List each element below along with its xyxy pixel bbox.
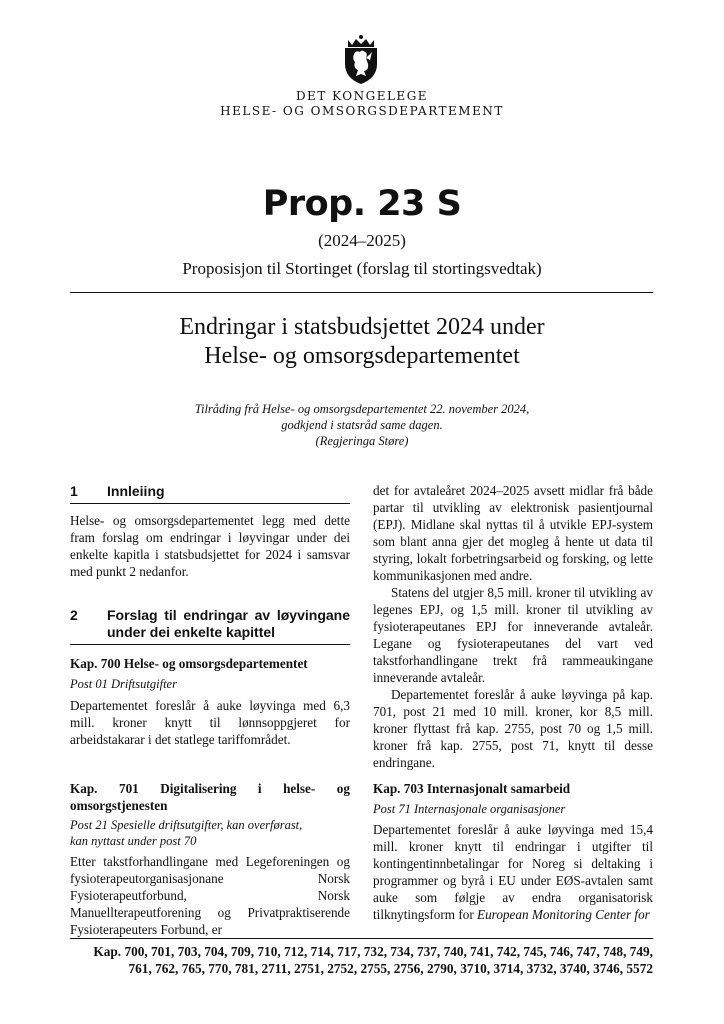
kap-703-text-italic: European Monitoring Center for bbox=[477, 907, 650, 922]
section-1 bbox=[70, 483, 350, 580]
section-2-heading bbox=[70, 607, 350, 645]
section-title: Forslag til endringar av løyvingane under dei enkelte kapittel bbox=[107, 607, 350, 640]
paragraph-epj: det for avtaleåret 2024–2025 avsett midlar frå både partar til utvikling av elektronisk pasientjournal (EPJ). Midlane skal nyttas til å utvikle EPJ-system som blant anna gjer det mogleg å hente ut data til styring, lokalt forbetringsarbeid og forsking, og lette kommunikasjonen med andre. bbox=[373, 483, 653, 583]
section-1-heading bbox=[70, 483, 350, 504]
proposition-number: Prop. 23 S bbox=[262, 184, 462, 224]
kap-701-continued bbox=[373, 482, 653, 771]
paragraph-state-share: Statens del utgjer 8,5 mill. kroner til utvikling av legenes EPJ, og 1,5 mill. kroner til utvikling av fysioterapeutanes EPJ for inneverande avtaleår. Legane og fysioterapeutanes del vart ved takstforhandlingane trekt frå rammeaukingane inneverande avtaleår. bbox=[373, 585, 653, 685]
proposition-subtitle: Proposisjon til Stortinget (forslag til stortingsvedtak) bbox=[182, 259, 542, 278]
recommendation-line2: godkjend i statsråd same dagen. bbox=[281, 418, 443, 432]
kap-700-block bbox=[70, 655, 350, 748]
kap-700-heading: Kap. 700 Helse- og omsorgsdepartementet bbox=[70, 656, 308, 671]
kap-701-heading: Kap. 701 Digitalisering i helse- og omsorgstjenesten bbox=[70, 781, 350, 813]
kap-701-post-line2: kan nyttast under post 70 bbox=[70, 834, 197, 848]
section-title: Innleiing bbox=[107, 483, 165, 499]
document-title bbox=[0, 313, 724, 371]
royal-coat-of-arms-icon bbox=[339, 34, 383, 86]
recommendation-line3: (Regjeringa Støre) bbox=[315, 434, 409, 448]
footer-divider bbox=[70, 938, 653, 939]
section-2 bbox=[70, 607, 350, 645]
kap-703-text bbox=[373, 821, 653, 923]
kap-700-post: Post 01 Driftsutgifter bbox=[70, 677, 177, 691]
chapter-list: Kap. 700, 701, 703, 704, 709, 710, 712, 714, 717, 732, 734, 737, 740, 741, 742, 745, 746, 747, 748, 749, 761, 762, 765, 770, 781, 2711, 2751, 2752, 2755, 2756, 2790, 3710, 3714, 3732, 3740, 3746, 5572 bbox=[93, 944, 653, 976]
ministry-name-line1: DET KONGELEGE bbox=[295, 89, 429, 103]
ministry-name-line2: HELSE- OG OMSORGSDEPARTEMENT bbox=[220, 104, 504, 118]
kap-701-post-line1: Post 21 Spesielle driftsutgifter, kan overførast, bbox=[70, 818, 303, 832]
recommendation-line1: Tilråding frå Helse- og omsorgsdepartementet 22. november 2024, bbox=[194, 402, 530, 416]
kap-703-post: Post 71 Internasjonale organisasjoner bbox=[373, 802, 566, 816]
kap-703-block bbox=[373, 780, 653, 923]
kap-700-text: Departementet foreslår å auke løyvinga med 6,3 mill. kroner knytt til lønnsoppgjeret for arbeidstakarar i det statlege tariffområdet. bbox=[70, 698, 350, 747]
kap-701-text: Etter takstforhandlingane med Legeforeningen og fysioterapeutorganisasjonane Norsk Fysioterapeutforbund, Norsk Manuellterapeutforening og Privatpraktiserende Fysioterapeuters Forbund, er bbox=[70, 854, 350, 937]
kap-701-post bbox=[70, 817, 350, 849]
session-years: (2024–2025) bbox=[318, 231, 406, 250]
header-divider bbox=[70, 292, 653, 293]
section-1-text: Helse- og omsorgsdepartementet legg med dette fram forslag om endringar i løyvingar under dei enkelte kapitla i statsbudsjettet for 2024 i samsvar med punkt 2 nedanfor. bbox=[70, 513, 350, 579]
kap-703-text-body: Departementet foreslår å auke løyvinga med 15,4 mill. kroner knytt til endringar i utgifter til kontingentinnbetalingar for Noreg si deltaking i programmer og byrå i EU under EØS-avtalen samt auke som følgje av endra organisatorisk tilknytingsform for bbox=[373, 822, 653, 922]
kap-703-heading: Kap. 703 Internasjonalt samarbeid bbox=[373, 781, 571, 796]
document-title-line1: Endringar i statsbudsjettet 2024 under bbox=[179, 314, 545, 340]
section-number: 2 bbox=[70, 607, 78, 623]
section-number: 1 bbox=[70, 483, 78, 499]
paragraph-proposal: Departementet foreslår å auke løyvinga på kap. 701, post 21 med 10 mill. kroner, kor 8,5 mill. kroner flyttast frå kap. 2755, post 70 og 1,5 mill. kroner frå kap. 2755, post 71, knytt til desse endringane. bbox=[373, 687, 653, 770]
recommendation-note bbox=[0, 401, 724, 449]
kap-701-block bbox=[70, 780, 350, 938]
document-title-line2: Helse- og omsorgsdepartementet bbox=[204, 343, 520, 369]
